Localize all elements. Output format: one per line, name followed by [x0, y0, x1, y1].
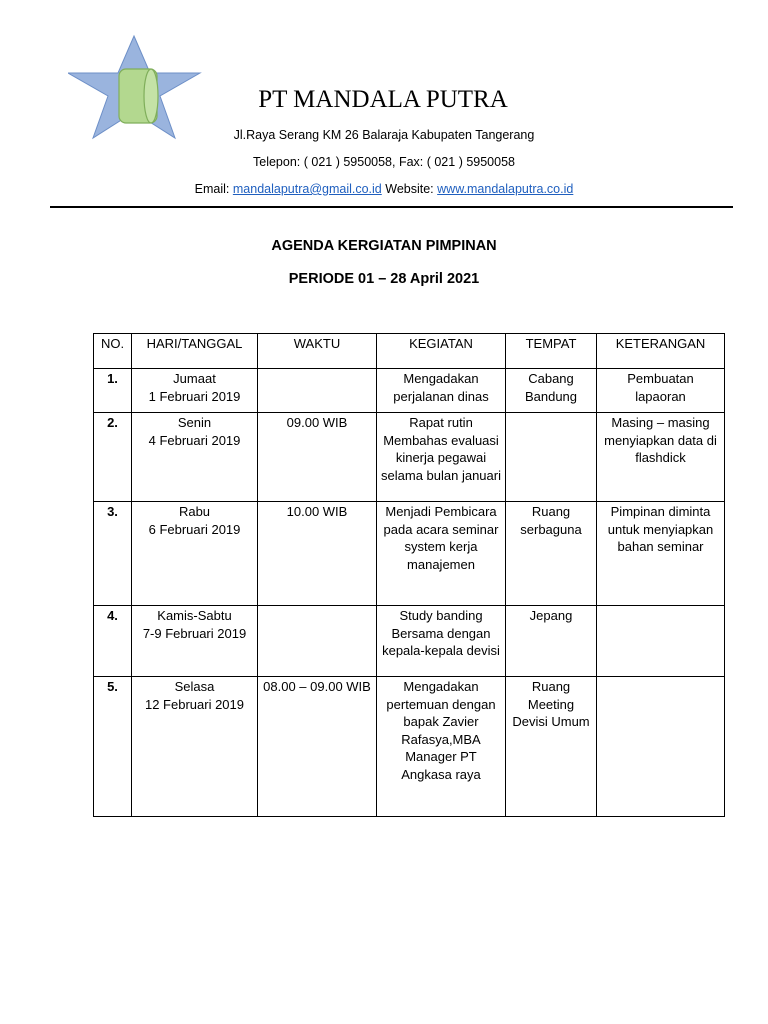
cell-kegiatan: Rapat rutin Membahas evaluasi kinerja pegawai selama bulan januari [377, 413, 506, 502]
cell-tanggal: 4 Februari 2019 [148, 432, 241, 448]
header-hari-tanggal: HARI/TANGGAL [132, 334, 258, 369]
cell-no: 4. [94, 606, 132, 677]
header-keterangan: KETERANGAN [597, 334, 725, 369]
agenda-title: AGENDA KERGIATAN PIMPINAN [271, 238, 497, 254]
cell-tanggal: 12 Februari 2019 [144, 696, 244, 712]
table-row [94, 413, 725, 502]
cell-waktu: 09.00 WIB [258, 413, 377, 502]
header-tempat: TEMPAT [506, 334, 597, 369]
cell-kegiatan: Study banding Bersama dengan kepala-kepala devisi [377, 606, 506, 677]
cell-tanggal: 1 Februari 2019 [148, 388, 241, 404]
agenda-period: PERIODE 01 – 28 April 2021 [288, 271, 480, 287]
cell-tempat: Ruang Meeting Devisi Umum [506, 677, 597, 817]
table-header-row [94, 334, 725, 369]
cell-hari-tanggal [132, 413, 258, 502]
header-kegiatan: KEGIATAN [377, 334, 506, 369]
email-label: Email: [194, 182, 230, 196]
cell-keterangan [597, 677, 725, 817]
cylinder-shape [119, 69, 158, 123]
cell-keterangan: Pembuatan lapaoran [597, 369, 725, 413]
cell-tempat: Jepang [506, 606, 597, 677]
company-name: PT MANDALA PUTRA [258, 86, 508, 113]
cell-hari: Selasa [174, 679, 215, 694]
cell-tanggal: 7-9 Februari 2019 [142, 625, 247, 641]
cell-hari-tanggal [132, 606, 258, 677]
cell-kegiatan: Mengadakan pertemuan dengan bapak Zavier Rafasya,MBA Manager PT Angkasa raya [377, 677, 506, 817]
company-contact [0, 182, 768, 196]
table-row [94, 369, 725, 413]
email-link[interactable]: mandalaputra@gmail.co.id [232, 182, 382, 196]
cell-hari-tanggal [132, 677, 258, 817]
table-row [94, 677, 725, 817]
website-label: Website: [385, 182, 434, 196]
cell-hari: Jumaat [173, 371, 216, 386]
cell-hari: Kamis-Sabtu [157, 608, 232, 623]
cell-keterangan: Masing – masing menyiapkan data di flashdick [597, 413, 725, 502]
company-address: Jl.Raya Serang KM 26 Balaraja Kabupaten Tangerang [233, 128, 535, 142]
cell-hari-tanggal [132, 502, 258, 606]
cell-keterangan [597, 606, 725, 677]
header-waktu: WAKTU [258, 334, 377, 369]
cell-no: 2. [94, 413, 132, 502]
header-no: NO. [94, 334, 132, 369]
company-logo [68, 34, 202, 140]
cell-waktu: 08.00 – 09.00 WIB [258, 677, 377, 817]
cell-waktu: 10.00 WIB [258, 502, 377, 606]
cell-no: 3. [94, 502, 132, 606]
cell-tempat: Ruang serbaguna [506, 502, 597, 606]
cell-kegiatan: Mengadakan perjalanan dinas [377, 369, 506, 413]
cell-waktu [258, 606, 377, 677]
cell-tempat: Cabang Bandung [506, 369, 597, 413]
cell-hari-tanggal [132, 369, 258, 413]
cell-kegiatan: Menjadi Pembicara pada acara seminar system kerja manajemen [377, 502, 506, 606]
cell-no: 1. [94, 369, 132, 413]
website-link[interactable]: www.mandalaputra.co.id [437, 182, 574, 196]
cell-keterangan: Pimpinan diminta untuk menyiapkan bahan seminar [597, 502, 725, 606]
company-phone: Telepon: ( 021 ) 5950058, Fax: ( 021 ) 5950058 [253, 155, 515, 169]
header-divider [50, 206, 733, 208]
cell-waktu [258, 369, 377, 413]
cell-hari: Senin [177, 415, 212, 430]
cell-hari: Rabu [178, 504, 211, 519]
cell-tempat [506, 413, 597, 502]
agenda-table [93, 333, 725, 817]
table-row [94, 606, 725, 677]
cell-no: 5. [94, 677, 132, 817]
cell-tanggal: 6 Februari 2019 [148, 521, 241, 537]
table-row [94, 502, 725, 606]
